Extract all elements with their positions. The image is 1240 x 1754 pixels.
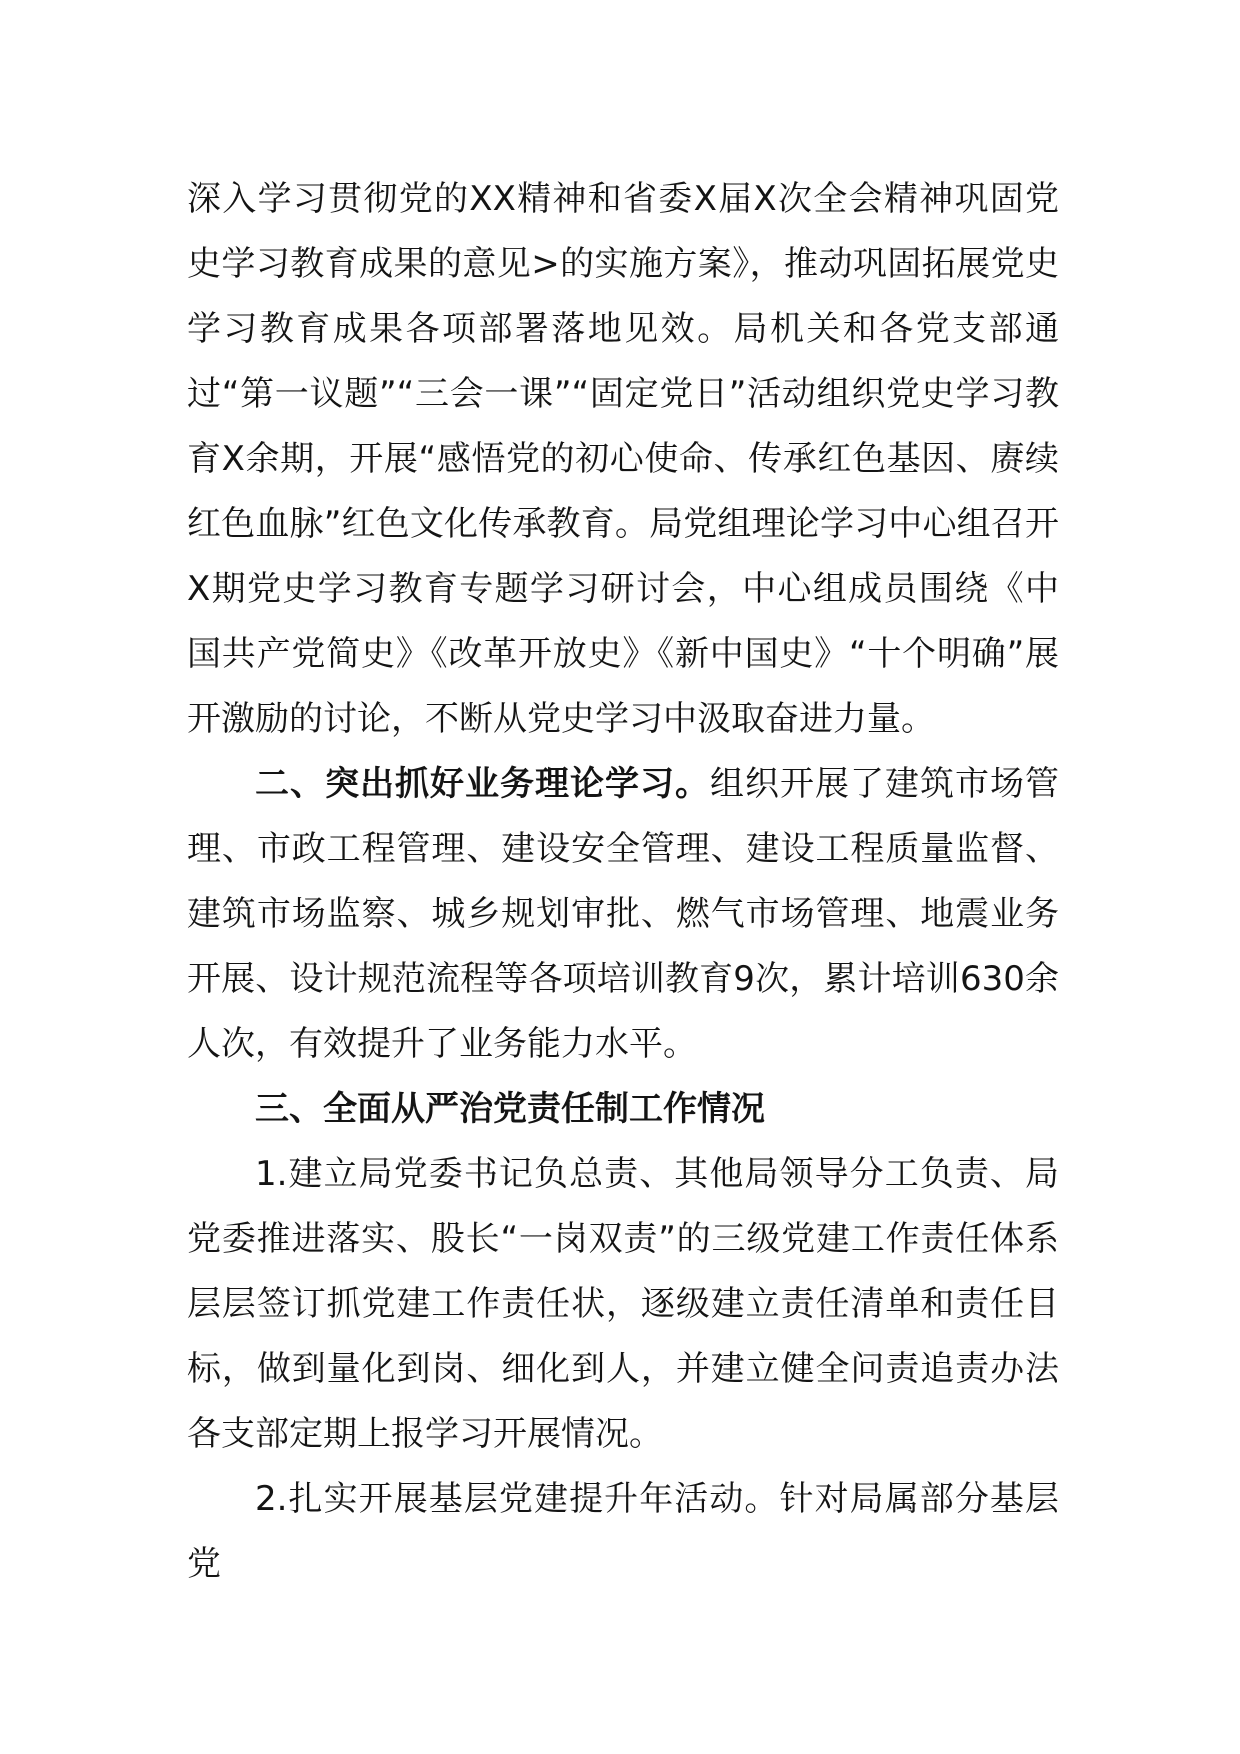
section-2-heading: 二、突出抓好业务理论学习。 — [255, 764, 710, 804]
document-body — [187, 167, 1059, 1597]
list-item-1: 1.建立局党委书记负总责、其他局领导分工负责、局党委推进落实、股长“一岗双责”的三级党建工作责任体系层层签订抓党建工作责任状，逐级建立责任清单和责任目标，做到量化到岗、细化到人，并建立健全问责追责办法各支部定期上报学习开展情况。 — [187, 1154, 1059, 1454]
list-item-2: 2.扎实开展基层党建提升年活动。针对局属部分基层党 — [187, 1479, 1059, 1584]
paragraph-business-theory-study — [187, 752, 1059, 1077]
section-2-body: 组织开展了建筑市场管理、市政工程管理、建设安全管理、建设工程质量监督、建筑市场监察、城乡规划审批、燃气市场管理、地震业务开展、设计规范流程等各项培训教育9次，累计培训630余人次，有效提升了业务能力水平。 — [187, 764, 1059, 1064]
paragraph-party-history-study: 深入学习贯彻党的XX精神和省委X届X次全会精神巩固党史学习教育成果的意见>的实施方案》，推动巩固拓展党史学习教育成果各项部署落地见效。局机关和各党支部通过“第一议题”“三会一课”“固定党日”活动组织党史学习教育X余期，开展“感悟党的初心使命、传承红色基因、赓续红色血脉”红色文化传承教育。局党组理论学习中心组召开X期党史学习教育专题学习研讨会，中心组成员围绕《中国共产党简史》《改革开放史》《新中国史》“十个明确”展开激励的讨论，不断从党史学习中汲取奋进力量。 — [187, 179, 1059, 739]
section-3-heading: 三、全面从严治党责任制工作情况 — [255, 1089, 765, 1129]
